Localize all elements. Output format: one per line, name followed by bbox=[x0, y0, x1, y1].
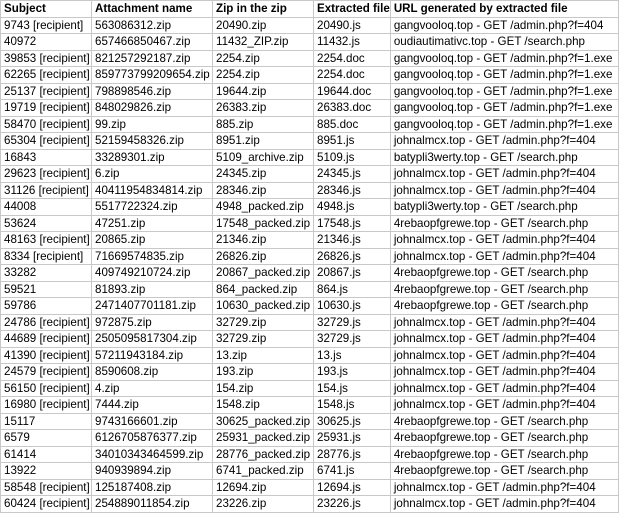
header-zip-in-zip[interactable]: Zip in the zip bbox=[213, 1, 314, 18]
extracted-file-cell[interactable]: 10630.js bbox=[314, 298, 391, 315]
extracted-file-cell[interactable]: 28776.js bbox=[314, 446, 391, 463]
table-header bbox=[1, 1, 619, 18]
zip-in-zip-cell[interactable]: 10630_packed.zip bbox=[213, 298, 314, 315]
attachment-name-cell[interactable]: 940939894.zip bbox=[92, 463, 213, 480]
zip-in-zip-cell[interactable]: 19644.zip bbox=[213, 83, 314, 100]
url-cell[interactable]: gangvooloq.top - GET /admin.php?f=1.exe bbox=[390, 100, 618, 117]
url-cell[interactable]: 4rebaopfgrewe.top - GET /search.php bbox=[390, 298, 618, 315]
extracted-file-cell[interactable]: 5109.js bbox=[314, 149, 391, 166]
attachment-name-cell[interactable]: 821257292187.zip bbox=[92, 50, 213, 67]
attachment-name-cell[interactable]: 848029826.zip bbox=[92, 100, 213, 117]
url-cell[interactable]: johnalmcx.top - GET /admin.php?f=404 bbox=[390, 182, 618, 199]
extracted-file-cell[interactable]: 23226.js bbox=[314, 496, 391, 513]
url-cell[interactable]: gangvooloq.top - GET /admin.php?f=1.exe bbox=[390, 116, 618, 133]
subject-cell[interactable]: 9743 [recipient] bbox=[1, 17, 92, 34]
url-cell[interactable]: 4rebaopfgrewe.top - GET /search.php bbox=[390, 413, 618, 430]
table-row bbox=[1, 149, 619, 166]
url-cell[interactable]: johnalmcx.top - GET /admin.php?f=404 bbox=[390, 364, 618, 381]
table-row bbox=[1, 380, 619, 397]
extracted-file-cell[interactable]: 19644.doc bbox=[314, 83, 391, 100]
url-cell[interactable]: johnalmcx.top - GET /admin.php?f=404 bbox=[390, 479, 618, 496]
extracted-file-cell[interactable]: 26383.doc bbox=[314, 100, 391, 117]
url-cell[interactable]: gangvooloq.top - GET /admin.php?f=1.exe bbox=[390, 83, 618, 100]
url-cell[interactable]: johnalmcx.top - GET /admin.php?f=404 bbox=[390, 314, 618, 331]
attachment-name-cell[interactable]: 99.zip bbox=[92, 116, 213, 133]
attachment-name-cell[interactable]: 47251.zip bbox=[92, 215, 213, 232]
header-url[interactable]: URL generated by extracted file bbox=[390, 1, 618, 18]
extracted-file-cell[interactable]: 193.js bbox=[314, 364, 391, 381]
zip-in-zip-cell[interactable]: 20867_packed.zip bbox=[213, 265, 314, 282]
zip-in-zip-cell[interactable]: 28776_packed.zip bbox=[213, 446, 314, 463]
subject-cell[interactable]: 44008 bbox=[1, 199, 92, 216]
subject-cell[interactable]: 53624 bbox=[1, 215, 92, 232]
table-row bbox=[1, 430, 619, 447]
attachment-name-cell[interactable]: 7444.zip bbox=[92, 397, 213, 414]
table-row bbox=[1, 479, 619, 496]
extracted-file-cell[interactable]: 8951.js bbox=[314, 133, 391, 150]
zip-in-zip-cell[interactable]: 1548.zip bbox=[213, 397, 314, 414]
url-cell[interactable]: 4rebaopfgrewe.top - GET /search.php bbox=[390, 215, 618, 232]
url-cell[interactable]: gangvooloq.top - GET /admin.php?f=1.exe bbox=[390, 50, 618, 67]
subject-cell[interactable]: 48163 [recipient] bbox=[1, 232, 92, 249]
table-row bbox=[1, 413, 619, 430]
table-row bbox=[1, 496, 619, 513]
table-row bbox=[1, 215, 619, 232]
zip-in-zip-cell[interactable]: 2254.zip bbox=[213, 67, 314, 84]
subject-cell[interactable]: 16843 bbox=[1, 149, 92, 166]
table-row bbox=[1, 397, 619, 414]
attachment-name-cell[interactable]: 40411954834814.zip bbox=[92, 182, 213, 199]
attachment-name-cell[interactable]: 4.zip bbox=[92, 380, 213, 397]
extracted-file-cell[interactable]: 2254.doc bbox=[314, 67, 391, 84]
subject-cell[interactable]: 25137 [recipient] bbox=[1, 83, 92, 100]
table-row bbox=[1, 347, 619, 364]
subject-cell[interactable]: 24579 [recipient] bbox=[1, 364, 92, 381]
subject-cell[interactable]: 8334 [recipient] bbox=[1, 248, 92, 265]
table-row bbox=[1, 133, 619, 150]
subject-cell[interactable]: 13922 bbox=[1, 463, 92, 480]
attachment-name-cell[interactable]: 125187408.zip bbox=[92, 479, 213, 496]
extracted-file-cell[interactable]: 2254.doc bbox=[314, 50, 391, 67]
subject-cell[interactable]: 61414 bbox=[1, 446, 92, 463]
table-row bbox=[1, 182, 619, 199]
subject-cell[interactable]: 39853 [recipient] bbox=[1, 50, 92, 67]
table-row bbox=[1, 265, 619, 282]
url-cell[interactable]: johnalmcx.top - GET /admin.php?f=404 bbox=[390, 232, 618, 249]
extracted-file-cell[interactable]: 6741.js bbox=[314, 463, 391, 480]
url-cell[interactable]: johnalmcx.top - GET /admin.php?f=404 bbox=[390, 496, 618, 513]
zip-in-zip-cell[interactable]: 8951.zip bbox=[213, 133, 314, 150]
attachment-name-cell[interactable]: 254889011854.zip bbox=[92, 496, 213, 513]
zip-in-zip-cell[interactable]: 864_packed.zip bbox=[213, 281, 314, 298]
subject-cell[interactable]: 40972 bbox=[1, 34, 92, 51]
subject-cell[interactable]: 62265 [recipient] bbox=[1, 67, 92, 84]
table-row bbox=[1, 17, 619, 34]
extracted-file-cell[interactable]: 26826.js bbox=[314, 248, 391, 265]
header-extracted-file[interactable]: Extracted file bbox=[314, 1, 391, 18]
subject-cell[interactable]: 60424 [recipient] bbox=[1, 496, 92, 513]
zip-in-zip-cell[interactable]: 25931_packed.zip bbox=[213, 430, 314, 447]
attachment-name-cell[interactable]: 859773799209654.zip bbox=[92, 67, 213, 84]
subject-cell[interactable]: 59786 bbox=[1, 298, 92, 315]
header-subject[interactable]: Subject bbox=[1, 1, 92, 18]
subject-cell[interactable]: 41390 [recipient] bbox=[1, 347, 92, 364]
url-cell[interactable]: batypli3werty.top - GET /search.php bbox=[390, 199, 618, 216]
subject-cell[interactable]: 58548 [recipient] bbox=[1, 479, 92, 496]
extracted-file-cell[interactable]: 17548.js bbox=[314, 215, 391, 232]
table-row bbox=[1, 446, 619, 463]
attachment-name-cell[interactable]: 71669574835.zip bbox=[92, 248, 213, 265]
attachment-name-cell[interactable]: 6126705876377.zip bbox=[92, 430, 213, 447]
table-row bbox=[1, 281, 619, 298]
subject-cell[interactable]: 16980 [recipient] bbox=[1, 397, 92, 414]
extracted-file-cell[interactable]: 20490.js bbox=[314, 17, 391, 34]
header-attachment-name[interactable]: Attachment name bbox=[92, 1, 213, 18]
zip-in-zip-cell[interactable]: 23226.zip bbox=[213, 496, 314, 513]
url-cell[interactable]: gangvooloq.top - GET /admin.php?f=404 bbox=[390, 17, 618, 34]
url-cell[interactable]: johnalmcx.top - GET /admin.php?f=404 bbox=[390, 380, 618, 397]
url-cell[interactable]: 4rebaopfgrewe.top - GET /search.php bbox=[390, 265, 618, 282]
zip-in-zip-cell[interactable]: 20490.zip bbox=[213, 17, 314, 34]
zip-in-zip-cell[interactable]: 28346.zip bbox=[213, 182, 314, 199]
table-row bbox=[1, 199, 619, 216]
extracted-file-cell[interactable]: 13.js bbox=[314, 347, 391, 364]
subject-cell[interactable]: 31126 [recipient] bbox=[1, 182, 92, 199]
zip-in-zip-cell[interactable]: 24345.zip bbox=[213, 166, 314, 183]
zip-in-zip-cell[interactable]: 5109_archive.zip bbox=[213, 149, 314, 166]
url-cell[interactable]: 4rebaopfgrewe.top - GET /search.php bbox=[390, 463, 618, 480]
subject-cell[interactable]: 65304 [recipient] bbox=[1, 133, 92, 150]
zip-in-zip-cell[interactable]: 21346.zip bbox=[213, 232, 314, 249]
subject-cell[interactable]: 15117 bbox=[1, 413, 92, 430]
table-row bbox=[1, 50, 619, 67]
table-row bbox=[1, 83, 619, 100]
zip-in-zip-cell[interactable]: 13.zip bbox=[213, 347, 314, 364]
attachment-name-cell[interactable]: 972875.zip bbox=[92, 314, 213, 331]
zip-in-zip-cell[interactable]: 2254.zip bbox=[213, 50, 314, 67]
extracted-file-cell[interactable]: 24345.js bbox=[314, 166, 391, 183]
attachment-name-cell[interactable]: 6.zip bbox=[92, 166, 213, 183]
url-cell[interactable]: johnalmcx.top - GET /admin.php?f=404 bbox=[390, 133, 618, 150]
url-cell[interactable]: oudiautimativc.top - GET /search.php bbox=[390, 34, 618, 51]
attachment-name-cell[interactable]: 409749210724.zip bbox=[92, 265, 213, 282]
subject-cell[interactable]: 58470 [recipient] bbox=[1, 116, 92, 133]
attachment-name-cell[interactable]: 9743166601.zip bbox=[92, 413, 213, 430]
extracted-file-cell[interactable]: 4948.js bbox=[314, 199, 391, 216]
attachment-name-cell[interactable]: 34010343464599.zip bbox=[92, 446, 213, 463]
zip-in-zip-cell[interactable]: 12694.zip bbox=[213, 479, 314, 496]
extracted-file-cell[interactable]: 25931.js bbox=[314, 430, 391, 447]
attachment-name-cell[interactable]: 52159458326.zip bbox=[92, 133, 213, 150]
extracted-file-cell[interactable]: 32729.js bbox=[314, 314, 391, 331]
table-row bbox=[1, 298, 619, 315]
url-cell[interactable]: johnalmcx.top - GET /admin.php?f=404 bbox=[390, 166, 618, 183]
subject-cell[interactable]: 44689 [recipient] bbox=[1, 331, 92, 348]
subject-cell[interactable]: 19719 [recipient] bbox=[1, 100, 92, 117]
extracted-file-cell[interactable]: 28346.js bbox=[314, 182, 391, 199]
table-row bbox=[1, 166, 619, 183]
zip-in-zip-cell[interactable]: 30625_packed.zip bbox=[213, 413, 314, 430]
attachment-name-cell[interactable]: 8590608.zip bbox=[92, 364, 213, 381]
url-cell[interactable]: 4rebaopfgrewe.top - GET /search.php bbox=[390, 281, 618, 298]
attachment-name-cell[interactable]: 2471407701181.zip bbox=[92, 298, 213, 315]
zip-in-zip-cell[interactable]: 154.zip bbox=[213, 380, 314, 397]
extracted-file-cell[interactable]: 12694.js bbox=[314, 479, 391, 496]
attachment-name-cell[interactable]: 2505095817304.zip bbox=[92, 331, 213, 348]
table-row bbox=[1, 232, 619, 249]
attachment-name-cell[interactable]: 33289301.zip bbox=[92, 149, 213, 166]
extracted-file-cell[interactable]: 21346.js bbox=[314, 232, 391, 249]
zip-in-zip-cell[interactable]: 193.zip bbox=[213, 364, 314, 381]
url-cell[interactable]: johnalmcx.top - GET /admin.php?f=404 bbox=[390, 347, 618, 364]
url-cell[interactable]: johnalmcx.top - GET /admin.php?f=404 bbox=[390, 248, 618, 265]
subject-cell[interactable]: 33282 bbox=[1, 265, 92, 282]
extracted-file-cell[interactable]: 20867.js bbox=[314, 265, 391, 282]
table-row bbox=[1, 100, 619, 117]
zip-in-zip-cell[interactable]: 26383.zip bbox=[213, 100, 314, 117]
url-cell[interactable]: batypli3werty.top - GET /search.php bbox=[390, 149, 618, 166]
zip-in-zip-cell[interactable]: 6741_packed.zip bbox=[213, 463, 314, 480]
attachment-name-cell[interactable]: 20865.zip bbox=[92, 232, 213, 249]
table-row bbox=[1, 34, 619, 51]
extracted-file-cell[interactable]: 30625.js bbox=[314, 413, 391, 430]
url-cell[interactable]: gangvooloq.top - GET /admin.php?f=1.exe bbox=[390, 67, 618, 84]
subject-cell[interactable]: 56150 [recipient] bbox=[1, 380, 92, 397]
zip-in-zip-cell[interactable]: 11432_ZIP.zip bbox=[213, 34, 314, 51]
extracted-file-cell[interactable]: 864.js bbox=[314, 281, 391, 298]
table-row bbox=[1, 248, 619, 265]
attachment-name-cell[interactable]: 81893.zip bbox=[92, 281, 213, 298]
extracted-file-cell[interactable]: 154.js bbox=[314, 380, 391, 397]
url-cell[interactable]: johnalmcx.top - GET /admin.php?f=404 bbox=[390, 331, 618, 348]
attachment-name-cell[interactable]: 563086312.zip bbox=[92, 17, 213, 34]
attachment-name-cell[interactable]: 798898546.zip bbox=[92, 83, 213, 100]
zip-in-zip-cell[interactable]: 17548_packed.zip bbox=[213, 215, 314, 232]
header-row bbox=[1, 1, 619, 18]
subject-cell[interactable]: 6579 bbox=[1, 430, 92, 447]
table-row bbox=[1, 364, 619, 381]
extracted-file-cell[interactable]: 885.doc bbox=[314, 116, 391, 133]
url-cell[interactable]: 4rebaopfgrewe.top - GET /search.php bbox=[390, 430, 618, 447]
table-row bbox=[1, 463, 619, 480]
subject-cell[interactable]: 24786 [recipient] bbox=[1, 314, 92, 331]
url-cell[interactable]: 4rebaopfgrewe.top - GET /search.php bbox=[390, 446, 618, 463]
table-row bbox=[1, 116, 619, 133]
subject-cell[interactable]: 29623 [recipient] bbox=[1, 166, 92, 183]
extracted-file-cell[interactable]: 32729.js bbox=[314, 331, 391, 348]
extracted-file-cell[interactable]: 11432.js bbox=[314, 34, 391, 51]
zip-in-zip-cell[interactable]: 26826.zip bbox=[213, 248, 314, 265]
attachment-name-cell[interactable]: 657466850467.zip bbox=[92, 34, 213, 51]
url-cell[interactable]: johnalmcx.top - GET /admin.php?f=404 bbox=[390, 397, 618, 414]
zip-in-zip-cell[interactable]: 32729.zip bbox=[213, 314, 314, 331]
zip-in-zip-cell[interactable]: 32729.zip bbox=[213, 331, 314, 348]
attachment-name-cell[interactable]: 57211943184.zip bbox=[92, 347, 213, 364]
table-row bbox=[1, 331, 619, 348]
table-row bbox=[1, 67, 619, 84]
zip-in-zip-cell[interactable]: 4948_packed.zip bbox=[213, 199, 314, 216]
attachment-name-cell[interactable]: 5517722324.zip bbox=[92, 199, 213, 216]
zip-in-zip-cell[interactable]: 885.zip bbox=[213, 116, 314, 133]
extracted-file-cell[interactable]: 1548.js bbox=[314, 397, 391, 414]
subject-cell[interactable]: 59521 bbox=[1, 281, 92, 298]
table-body bbox=[1, 17, 619, 512]
table-row bbox=[1, 314, 619, 331]
